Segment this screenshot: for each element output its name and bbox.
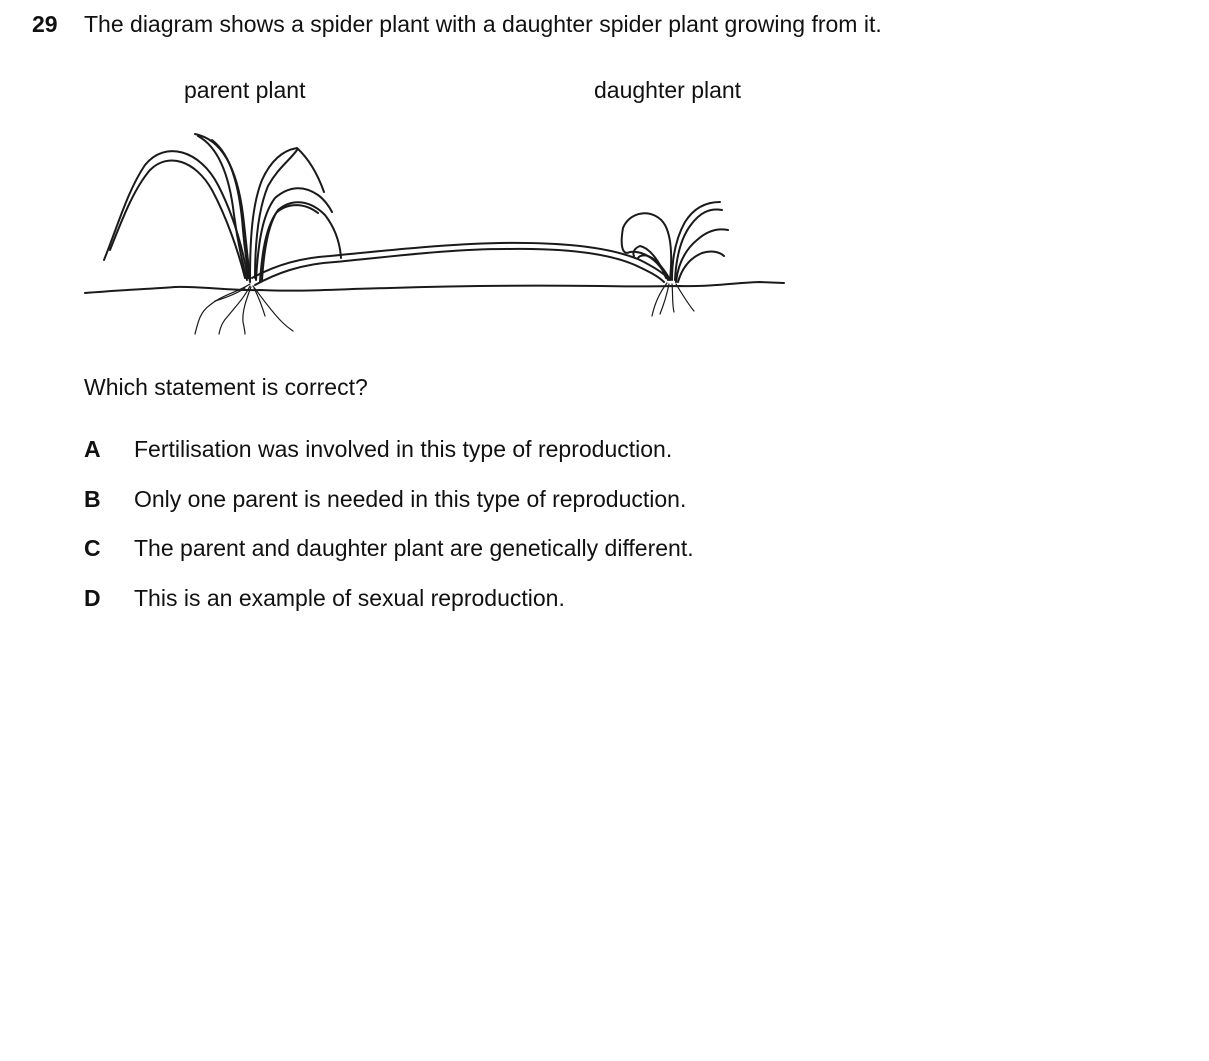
runner-stem xyxy=(252,243,668,278)
option-text: The parent and daughter plant are genetically different. xyxy=(134,535,694,562)
option-text: Fertilisation was involved in this type of reproduction. xyxy=(134,436,673,462)
option-letter: B xyxy=(84,485,101,512)
option-letter: C xyxy=(84,535,101,562)
option-text: Only one parent is needed in this type of reproduction. xyxy=(134,485,687,512)
option-letter: D xyxy=(84,585,101,612)
question-stem: The diagram shows a spider plant with a daughter spider plant growing from it. xyxy=(84,11,882,37)
parent-plant-label: parent plant xyxy=(184,77,306,103)
option-text: This is an example of sexual reproduction. xyxy=(134,585,565,612)
question-number: 29 xyxy=(32,11,58,37)
option-letter: A xyxy=(84,436,101,462)
runner-stem-inner xyxy=(255,249,664,285)
spider-plant-diagram xyxy=(80,120,800,345)
daughter-plant-label: daughter plant xyxy=(594,77,742,103)
daughter-plant-roots xyxy=(652,283,694,316)
daughter-plant-leaves xyxy=(622,202,728,282)
question-prompt: Which statement is correct? xyxy=(84,374,368,400)
ground-line xyxy=(85,282,784,293)
